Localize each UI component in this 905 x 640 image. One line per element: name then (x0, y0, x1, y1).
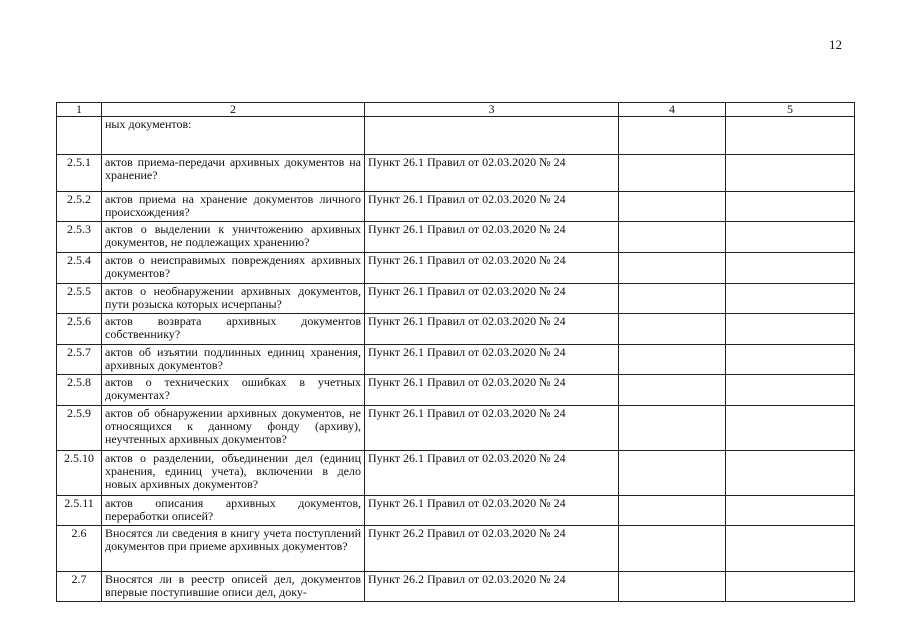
item-number: 2.5.9 (57, 406, 102, 451)
item-number: 2.5.8 (57, 375, 102, 406)
item-reference: Пункт 26.1 Правил от 02.03.2020 № 24 (365, 314, 619, 345)
table-row (57, 222, 855, 253)
item-col5 (726, 253, 855, 284)
item-col5 (726, 572, 855, 602)
item-reference: Пункт 26.1 Правил от 02.03.2020 № 24 (365, 496, 619, 526)
item-number: 2.5.3 (57, 222, 102, 253)
item-col5 (726, 117, 855, 155)
item-number: 2.5.2 (57, 192, 102, 222)
item-question: Вносятся ли сведения в книгу учета поступлений документов при приеме архивных документов? (102, 526, 365, 572)
item-number: 2.7 (57, 572, 102, 602)
table-row (57, 451, 855, 496)
item-question: актов об изъятии подлинных единиц хранения, архивных документов? (102, 345, 365, 375)
item-question: Вносятся ли в реестр описей дел, документов впервые поступившие описи дел, доку- (102, 572, 365, 602)
item-col4 (619, 406, 726, 451)
item-col5 (726, 284, 855, 314)
item-question: ных документов: (102, 117, 365, 155)
item-number: 2.5.7 (57, 345, 102, 375)
table-row (57, 526, 855, 572)
table-row (57, 192, 855, 222)
item-reference: Пункт 26.1 Правил от 02.03.2020 № 24 (365, 155, 619, 192)
item-col4 (619, 314, 726, 345)
column-header: 5 (726, 103, 855, 117)
table-row (57, 253, 855, 284)
column-header: 2 (102, 103, 365, 117)
table-row (57, 117, 855, 155)
table-header-row (57, 103, 855, 117)
item-question: актов о выделении к уничтожению архивных документов, не подлежащих хранению? (102, 222, 365, 253)
item-number: 2.6 (57, 526, 102, 572)
item-reference: Пункт 26.1 Правил от 02.03.2020 № 24 (365, 284, 619, 314)
item-reference: Пункт 26.1 Правил от 02.03.2020 № 24 (365, 406, 619, 451)
item-number: 2.5.11 (57, 496, 102, 526)
item-reference: Пункт 26.1 Правил от 02.03.2020 № 24 (365, 451, 619, 496)
item-col4 (619, 253, 726, 284)
item-question: актов о технических ошибках в учетных документах? (102, 375, 365, 406)
item-col4 (619, 451, 726, 496)
page-number: 12 (829, 37, 842, 52)
item-col4 (619, 375, 726, 406)
item-question: актов описания архивных документов, переработки описей? (102, 496, 365, 526)
item-col5 (726, 451, 855, 496)
item-col4 (619, 572, 726, 602)
column-header: 4 (619, 103, 726, 117)
item-number (57, 117, 102, 155)
item-number: 2.5.5 (57, 284, 102, 314)
item-col5 (726, 192, 855, 222)
item-question: актов о неисправимых повреждениях архивных документов? (102, 253, 365, 284)
item-col4 (619, 117, 726, 155)
table-row (57, 406, 855, 451)
item-col5 (726, 314, 855, 345)
item-col5 (726, 155, 855, 192)
item-reference: Пункт 26.1 Правил от 02.03.2020 № 24 (365, 192, 619, 222)
column-header: 3 (365, 103, 619, 117)
table-row (57, 284, 855, 314)
column-header: 1 (57, 103, 102, 117)
table-row (57, 345, 855, 375)
item-col4 (619, 496, 726, 526)
table-row (57, 375, 855, 406)
table-row (57, 314, 855, 345)
table-row (57, 496, 855, 526)
item-reference: Пункт 26.1 Правил от 02.03.2020 № 24 (365, 253, 619, 284)
item-reference: Пункт 26.2 Правил от 02.03.2020 № 24 (365, 572, 619, 602)
item-reference: Пункт 26.1 Правил от 02.03.2020 № 24 (365, 222, 619, 253)
item-col4 (619, 192, 726, 222)
item-col5 (726, 375, 855, 406)
table-row (57, 572, 855, 602)
item-col5 (726, 406, 855, 451)
item-number: 2.5.6 (57, 314, 102, 345)
item-reference: Пункт 26.1 Правил от 02.03.2020 № 24 (365, 345, 619, 375)
item-col4 (619, 222, 726, 253)
item-number: 2.5.1 (57, 155, 102, 192)
item-col4 (619, 155, 726, 192)
table-row (57, 155, 855, 192)
item-question: актов возврата архивных документов собственнику? (102, 314, 365, 345)
item-col5 (726, 496, 855, 526)
item-col5 (726, 345, 855, 375)
item-question: актов об обнаружении архивных документов, не относящихся к данному фонду (архиву), неучтенных архивных документов? (102, 406, 365, 451)
item-reference: Пункт 26.1 Правил от 02.03.2020 № 24 (365, 375, 619, 406)
item-col4 (619, 284, 726, 314)
item-col5 (726, 526, 855, 572)
item-col4 (619, 526, 726, 572)
item-number: 2.5.4 (57, 253, 102, 284)
item-col5 (726, 222, 855, 253)
item-number: 2.5.10 (57, 451, 102, 496)
item-question: актов о разделении, объединении дел (единиц хранения, единиц учета), включении в дело новых архивных документов? (102, 451, 365, 496)
item-reference (365, 117, 619, 155)
item-col4 (619, 345, 726, 375)
item-reference: Пункт 26.2 Правил от 02.03.2020 № 24 (365, 526, 619, 572)
item-question: актов приема-передачи архивных документов на хранение? (102, 155, 365, 192)
table-body (57, 117, 855, 602)
item-question: актов о необнаружении архивных документов, пути розыска которых исчерпаны? (102, 284, 365, 314)
checklist-table (56, 102, 855, 602)
item-question: актов приема на хранение документов личного происхождения? (102, 192, 365, 222)
